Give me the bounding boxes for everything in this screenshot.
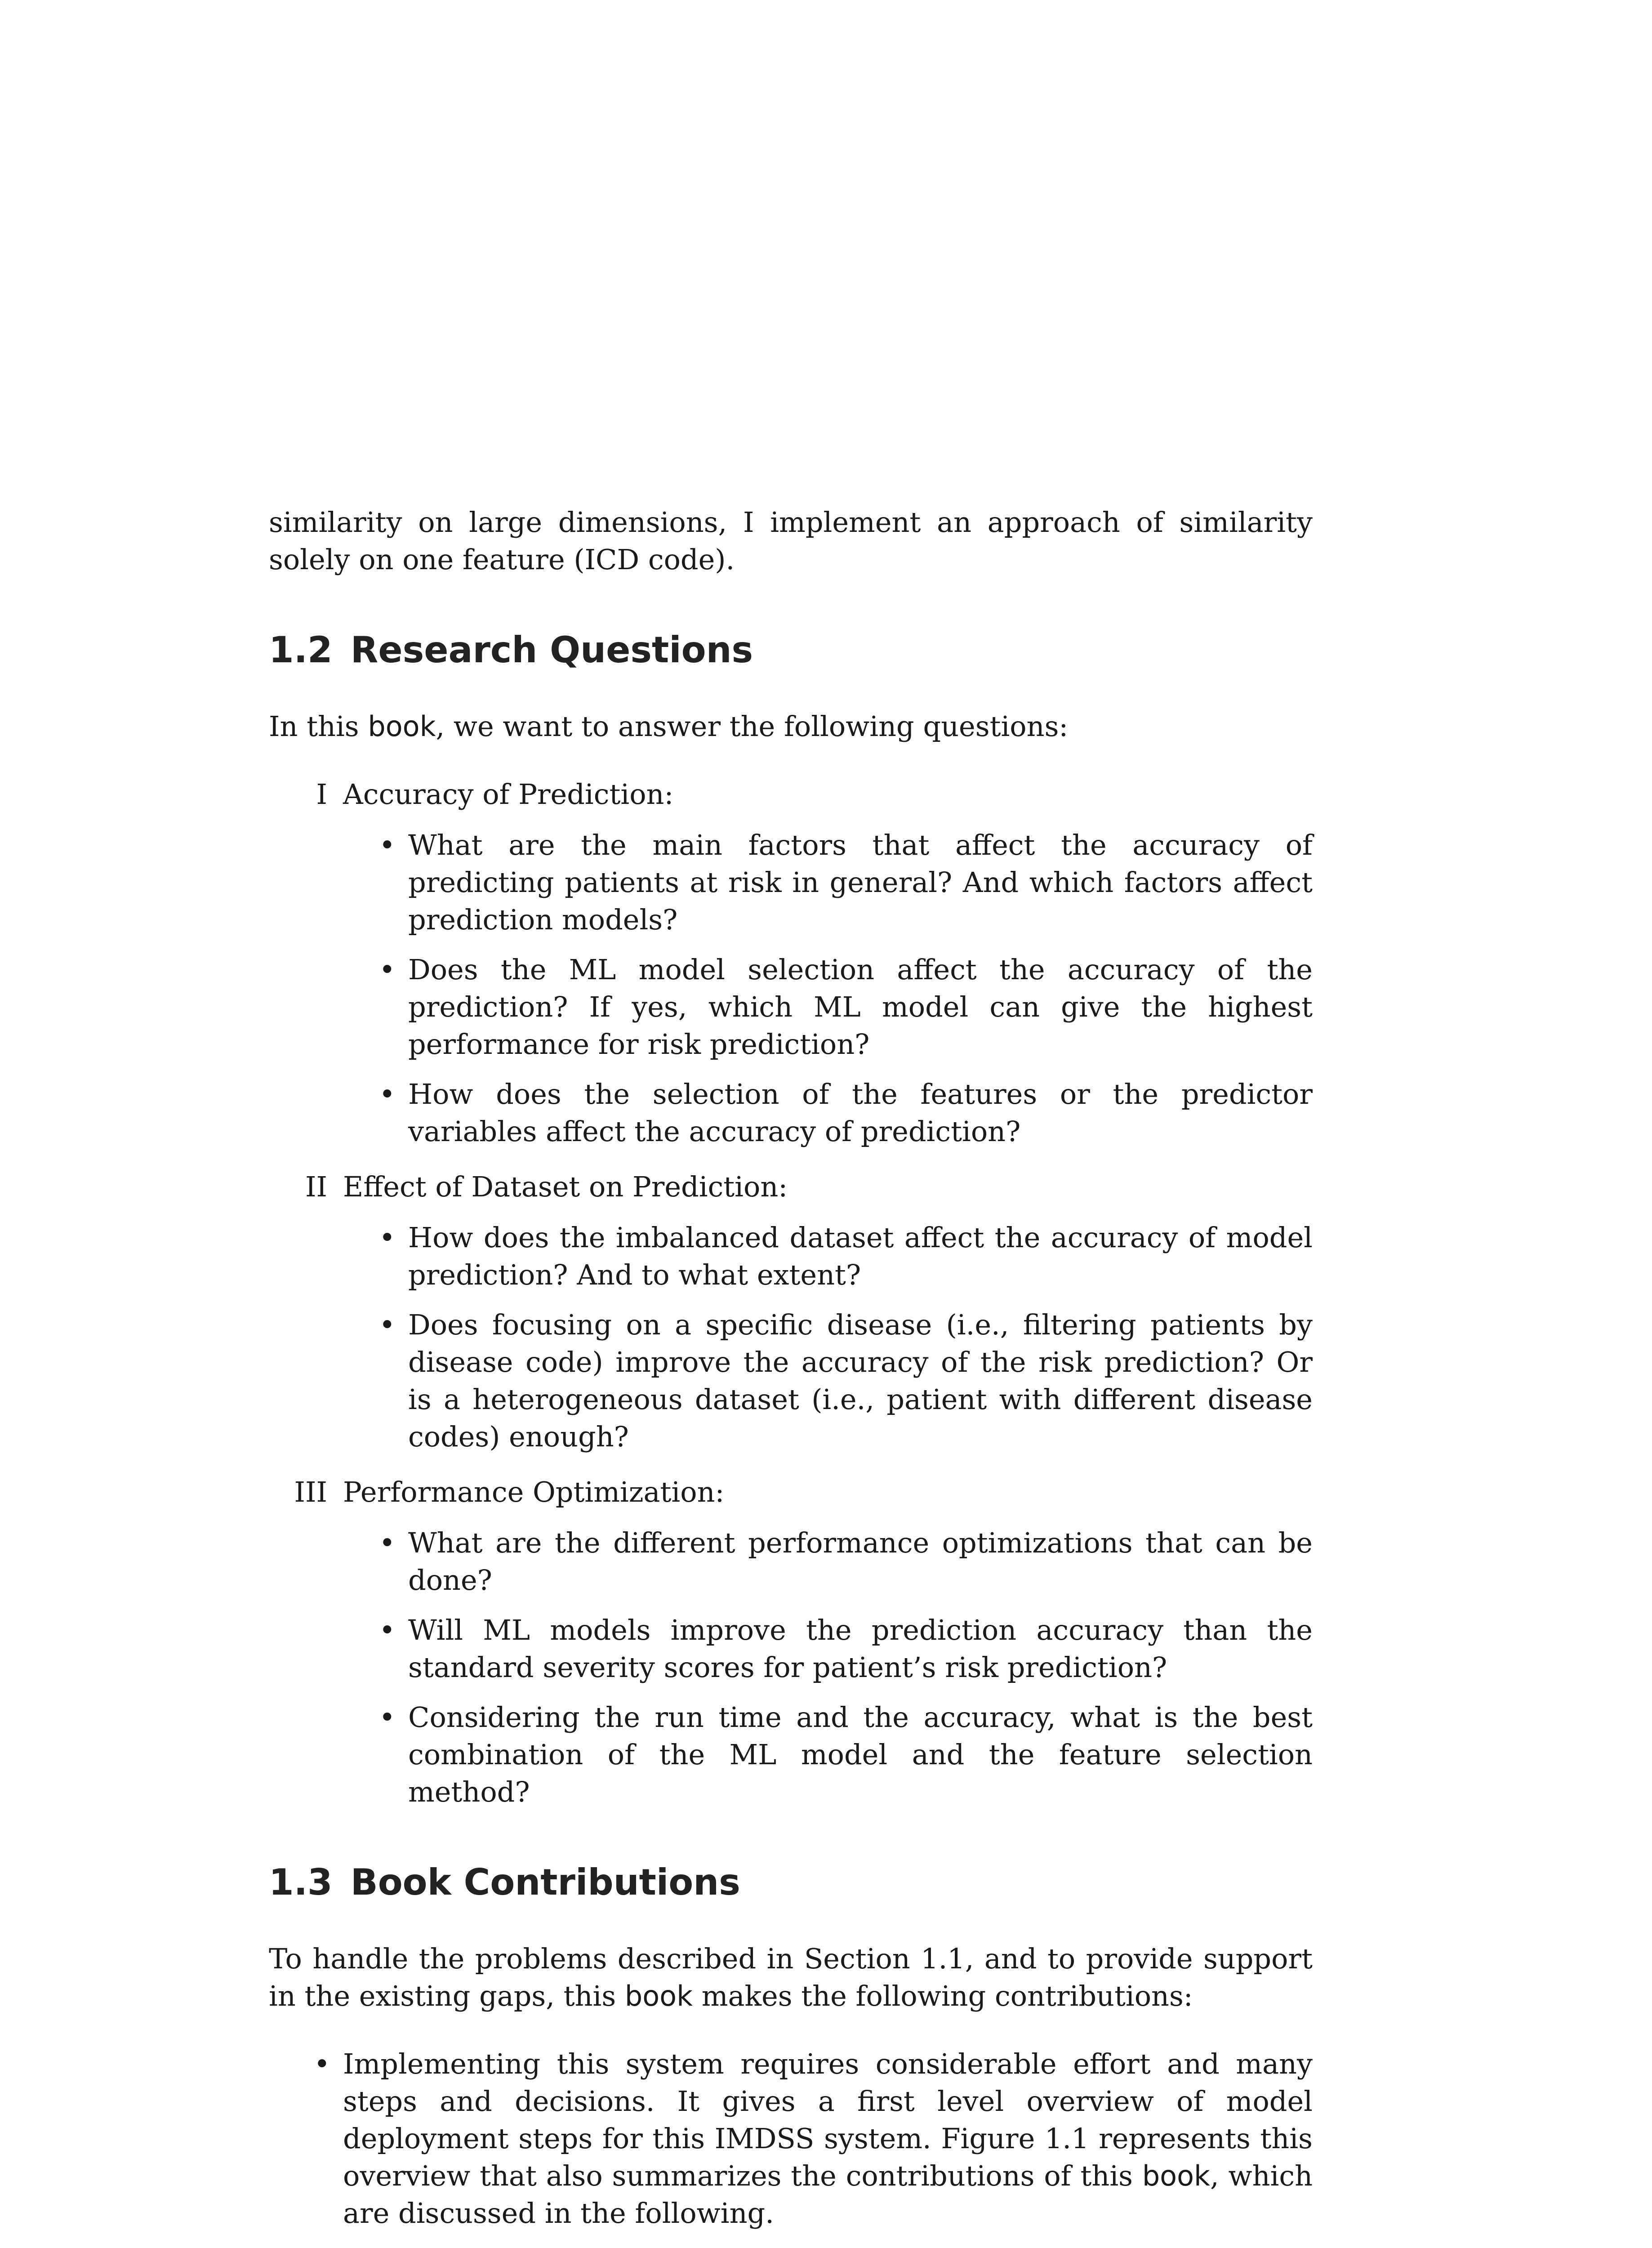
question-list [343,1524,1313,1811]
bullet-icon: • [379,1614,396,1646]
question-item [343,951,1313,1063]
section-title: Contributions [451,1861,740,1903]
bullet-icon: • [314,2047,330,2080]
question-item [343,826,1313,938]
question-group [269,1168,1313,1455]
question-item [343,1611,1313,1686]
intro-text: , we want to answer the following questions: [436,710,1069,743]
question-group [269,776,1313,1150]
question-text: How does the selection of the features or the predictor variables affect the accuracy of prediction? [408,1078,1313,1148]
question-item [343,1306,1313,1455]
question-item [343,1524,1313,1599]
bullet-icon: • [379,1078,396,1111]
intro-text: In this [269,710,368,743]
bullet-icon: • [379,953,396,986]
question-text: Considering the run time and the accuracy, what is the best combination of the ML model and the feature selection method? [408,1701,1313,1808]
question-text: How does the imbalanced dataset affect the accuracy of model prediction? And to what extent? [408,1221,1313,1291]
section-number: 1.2 [269,629,333,671]
question-text: Will ML models improve the prediction accuracy than the standard severity scores for patient’s risk prediction? [408,1614,1313,1684]
research-questions-intro [269,708,1313,745]
continued-paragraph: similarity on large dimensions, I implement an approach of similarity solely on one feature (ICD code). [269,506,1313,576]
contributions-intro [269,1940,1313,2015]
section-title: Research Questions [350,629,753,671]
intro-keyword: book [368,710,436,743]
intro-text: makes the following contributions: [693,1980,1193,2012]
question-item [343,1219,1313,1293]
section-number: 1.3 [269,1861,333,1903]
contribution-item [269,2045,1313,2232]
research-question-list [269,776,1313,1811]
group-heading: Accuracy of Prediction: [343,778,674,811]
contribution-text: , which are discussed in the following. [343,2159,1313,2230]
bullet-icon: • [379,1701,396,1734]
contribution-keyword: book [1142,2159,1210,2192]
section-heading-research-questions [269,628,1313,673]
question-text: What are the different performance optimizations that can be done? [408,1526,1313,1597]
question-group [269,1473,1313,1811]
section-heading-book-contributions [269,1860,1313,1905]
contribution-text: Implementing this system requires considerable effort and many steps and decisions. It gives a first level overview of model deployment steps for this IMDSS system. Figure 1.1 represents this overview that also summarizes the contributions of this [343,2047,1313,2192]
group-numeral: II [305,1170,327,1203]
page-content [269,504,1313,2232]
contributions-list [269,2045,1313,2232]
question-item [343,1075,1313,1150]
question-text: Does the ML model selection affect the accuracy of the prediction? If yes, which ML model can give the highest performance for risk prediction? [408,953,1313,1061]
question-item [343,1699,1313,1811]
group-heading: Performance Optimization: [343,1476,725,1508]
group-numeral: III [294,1476,327,1508]
group-numeral: I [316,778,327,811]
group-heading: Effect of Dataset on Prediction: [343,1170,788,1203]
intro-text: To handle the problems described in Section 1.1, and to provide support in the existing gaps, this [269,1942,1313,2012]
bullet-icon: • [379,1221,396,1254]
bullet-icon: • [379,829,396,861]
section-title-keyword: Book [350,1861,451,1903]
intro-keyword: book [624,1980,693,2012]
question-text: What are the main factors that affect the accuracy of predicting patients at risk in general? And which factors affect prediction models? [408,829,1313,936]
bullet-icon: • [379,1308,396,1341]
bullet-icon: • [379,1526,396,1559]
question-list [343,1219,1313,1455]
question-text: Does focusing on a specific disease (i.e., filtering patients by disease code) improve the accuracy of the risk prediction? Or is a heterogeneous dataset (i.e., patient with different disease codes) enough? [408,1308,1313,1453]
question-list [343,826,1313,1150]
